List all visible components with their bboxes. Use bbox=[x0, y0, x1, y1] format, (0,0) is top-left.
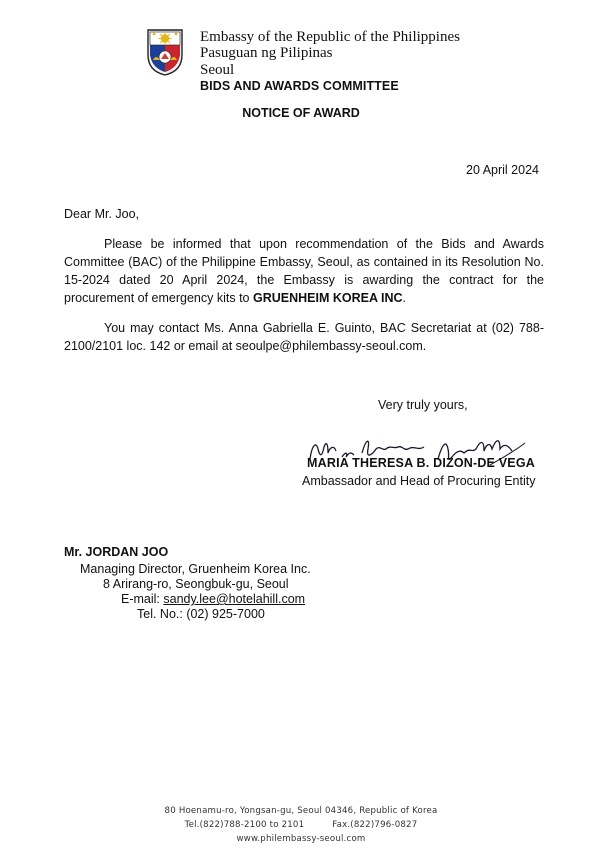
letterhead-line-1: Embassy of the Republic of the Philippines bbox=[200, 29, 460, 45]
paragraph-award-end: . bbox=[402, 291, 407, 305]
addressee-name: Mr. JORDAN JOO bbox=[64, 545, 169, 559]
addressee-position: Managing Director, Gruenheim Korea Inc. bbox=[80, 562, 311, 576]
addressee-address: 8 Arirang-ro, Seongbuk-gu, Seoul bbox=[103, 577, 289, 591]
addressee-email bbox=[121, 592, 305, 606]
letterhead-line-2: Pasuguan ng Pilipinas bbox=[200, 45, 333, 61]
signer-title: Ambassador and Head of Procuring Entity bbox=[302, 474, 536, 488]
philippine-seal-icon bbox=[140, 27, 190, 77]
awardee-name: GRUENHEIM KOREA INC bbox=[252, 291, 403, 305]
footer-fax: Fax.(822)796-0827 bbox=[332, 820, 418, 830]
signer-name: MARIA THERESA B. DIZON-DE VEGA bbox=[307, 456, 535, 470]
closing: Very truly yours, bbox=[378, 398, 468, 412]
salutation: Dear Mr. Joo, bbox=[64, 207, 140, 221]
paragraph-award-text: Please be informed that upon recommendation of the Bids and Awards Committee (BAC) of the Philippine Embassy, Seoul, as contained in its Resolution No. 15-2024 dated 20 April 2024, the Embassy is awarding the contract for the procurement of emergency kits to bbox=[64, 237, 544, 305]
email-label: E-mail: bbox=[121, 592, 164, 606]
footer-tel: Tel.(822)788-2100 to 2101 bbox=[184, 820, 305, 830]
addressee-tel: Tel. No.: (02) 925-7000 bbox=[137, 607, 265, 621]
letterhead-line-3: Seoul bbox=[200, 62, 235, 78]
footer-website: www.philembassy-seoul.com bbox=[236, 834, 366, 844]
email-link[interactable]: sandy.lee@hotelahill.com bbox=[163, 592, 306, 606]
letter-date: 20 April 2024 bbox=[466, 163, 539, 177]
footer-contact bbox=[0, 820, 602, 830]
paragraph-award bbox=[64, 235, 544, 307]
paragraph-contact: You may contact Ms. Anna Gabriella E. Guinto, BAC Secretariat at (02) 788-2100/2101 loc. 142 or email at seoulpe@philembassy-seoul.com. bbox=[64, 321, 544, 353]
document-title: NOTICE OF AWARD bbox=[242, 106, 360, 120]
committee-name: BIDS AND AWARDS COMMITTEE bbox=[200, 79, 399, 93]
footer-address: 80 Hoenamu-ro, Yongsan-gu, Seoul 04346, Republic of Korea bbox=[164, 806, 438, 816]
